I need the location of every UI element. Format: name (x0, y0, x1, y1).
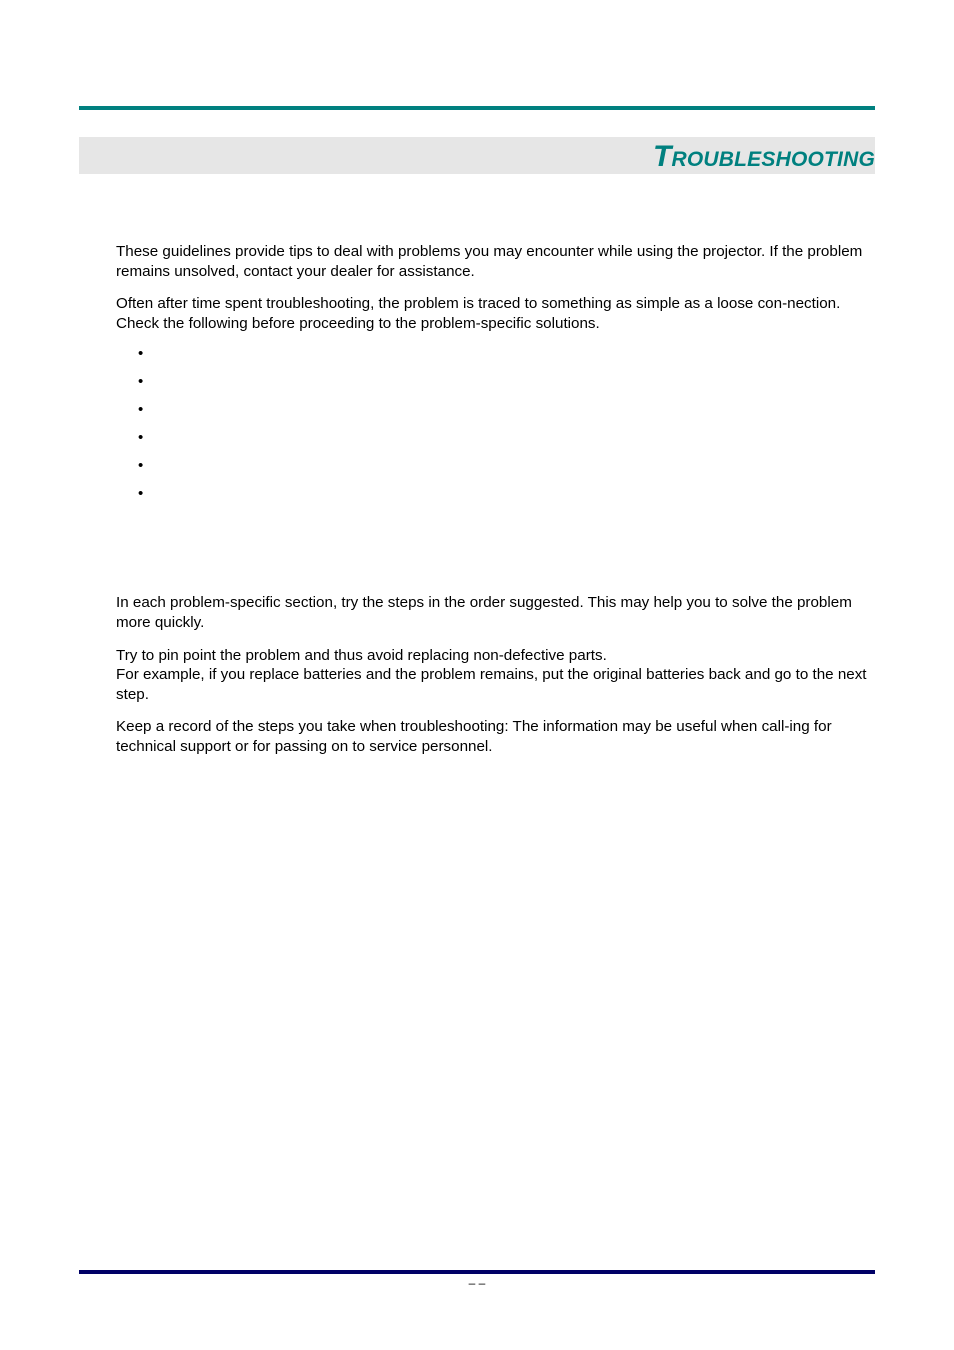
pinpoint-tip-paragraph (116, 646, 872, 705)
bottom-rule (79, 1270, 875, 1274)
pinpoint-tip-line1: Try to pin point the problem and thus avoid replacing non-defective parts. (116, 646, 607, 664)
pinpoint-tip-line2: For example, if you replace batteries and the problem remains, put the original batteries back and go to the next step. (116, 666, 867, 703)
checklist (138, 346, 872, 514)
bullet-icon: • (138, 401, 144, 419)
checklist-intro-paragraph: Often after time spent troubleshooting, the problem is traced to something as simple as a loose con-nection. Check the following before proceeding to the problem-specific solutions. (116, 295, 841, 332)
top-rule (79, 106, 875, 110)
section-gap (116, 514, 872, 593)
page-title: Troubleshooting (653, 140, 875, 173)
list-item (138, 402, 872, 430)
list-item (138, 346, 872, 374)
list-item (138, 486, 872, 514)
bullet-icon: • (138, 373, 144, 391)
bullet-icon: • (138, 457, 144, 475)
bullet-icon: • (138, 345, 144, 363)
order-tip-paragraph: In each problem-specific section, try the steps in the order suggested. This may help you to solve the problem more quickly. (116, 594, 852, 631)
list-item (138, 374, 872, 402)
record-tip-paragraph: Keep a record of the steps you take when troubleshooting: The information may be useful when call-ing for technical support or for passing on to service personnel. (116, 718, 832, 755)
title-band (79, 137, 875, 174)
bullet-icon: • (138, 485, 144, 503)
body-content (116, 242, 872, 770)
page-number: – – (468, 1276, 486, 1290)
list-item (138, 430, 872, 458)
intro-paragraph: These guidelines provide tips to deal with problems you may encounter while using the projector. If the problem remains unsolved, contact your dealer for assistance. (116, 243, 863, 280)
list-item (138, 458, 872, 486)
bullet-icon: • (138, 429, 144, 447)
